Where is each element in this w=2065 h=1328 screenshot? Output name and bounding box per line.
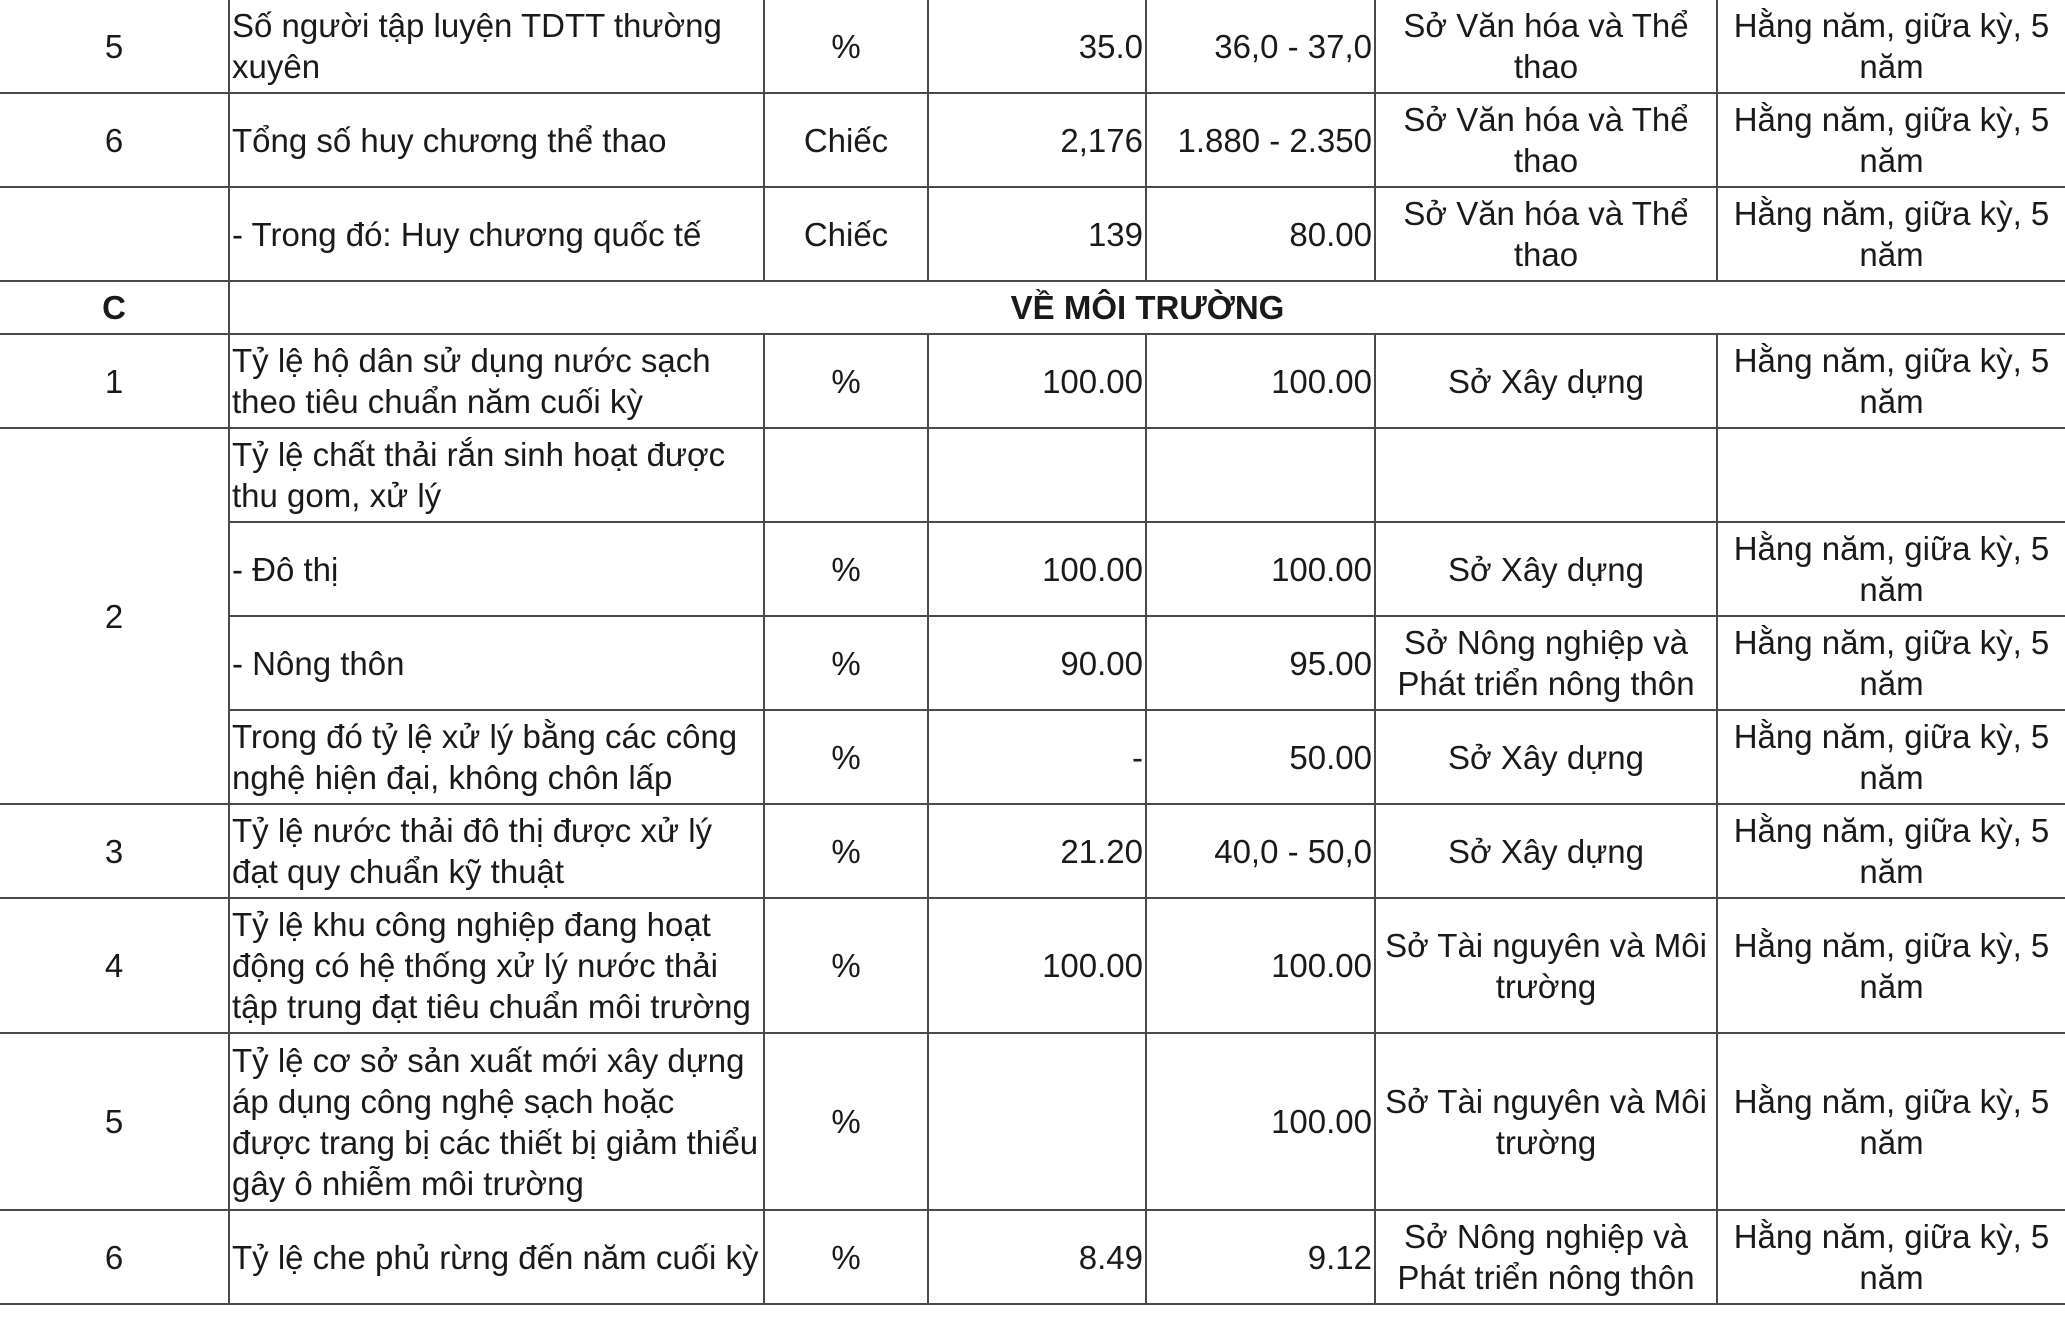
target-value: 100.00 — [1146, 334, 1375, 428]
table-row — [0, 428, 2065, 522]
target-value: 9.12 — [1146, 1210, 1375, 1304]
unit-cell: % — [764, 804, 928, 898]
table-row — [0, 616, 2065, 710]
row-number: 6 — [0, 93, 229, 187]
current-value: - — [928, 710, 1146, 804]
agency-cell: Sở Xây dựng — [1375, 710, 1717, 804]
table-row — [0, 0, 2065, 93]
table-row — [0, 93, 2065, 187]
current-value: 139 — [928, 187, 1146, 281]
period-cell: Hằng năm, giữa kỳ, 5 năm — [1717, 804, 2065, 898]
unit-cell — [764, 428, 928, 522]
current-value: 90.00 — [928, 616, 1146, 710]
target-value: 100.00 — [1146, 522, 1375, 616]
target-value: 95.00 — [1146, 616, 1375, 710]
agency-cell: Sở Xây dựng — [1375, 522, 1717, 616]
period-cell — [1717, 428, 2065, 522]
unit-cell: Chiếc — [764, 187, 928, 281]
indicator-name: Tỷ lệ nước thải đô thị được xử lý đạt quy chuẩn kỹ thuật — [229, 804, 764, 898]
target-value: 100.00 — [1146, 1033, 1375, 1210]
agency-cell: Sở Nông nghiệp và Phát triển nông thôn — [1375, 616, 1717, 710]
row-number: 5 — [0, 1033, 229, 1210]
target-value: 40,0 - 50,0 — [1146, 804, 1375, 898]
target-value — [1146, 428, 1375, 522]
row-number — [0, 187, 229, 281]
row-number: 4 — [0, 898, 229, 1033]
indicator-name: - Đô thị — [229, 522, 764, 616]
period-cell: Hằng năm, giữa kỳ, 5 năm — [1717, 1210, 2065, 1304]
agency-cell: Sở Văn hóa và Thể thao — [1375, 0, 1717, 93]
agency-cell: Sở Xây dựng — [1375, 334, 1717, 428]
indicator-name: Tổng số huy chương thể thao — [229, 93, 764, 187]
target-value: 36,0 - 37,0 — [1146, 0, 1375, 93]
indicator-name: Tỷ lệ cơ sở sản xuất mới xây dựng áp dụng công nghệ sạch hoặc được trang bị các thiết bị giảm thiểu gây ô nhiễm môi trường — [229, 1033, 764, 1210]
indicator-name: Tỷ lệ chất thải rắn sinh hoạt được thu gom, xử lý — [229, 428, 764, 522]
current-value: 100.00 — [928, 334, 1146, 428]
current-value: 100.00 — [928, 898, 1146, 1033]
table-row — [0, 522, 2065, 616]
table-row — [0, 334, 2065, 428]
unit-cell: Chiếc — [764, 93, 928, 187]
indicator-name: Trong đó tỷ lệ xử lý bằng các công nghệ hiện đại, không chôn lấp — [229, 710, 764, 804]
agency-cell — [1375, 428, 1717, 522]
current-value: 21.20 — [928, 804, 1146, 898]
indicator-name: Tỷ lệ hộ dân sử dụng nước sạch theo tiêu chuẩn năm cuối kỳ — [229, 334, 764, 428]
current-value: 100.00 — [928, 522, 1146, 616]
unit-cell: % — [764, 1033, 928, 1210]
agency-cell: Sở Tài nguyên và Môi trường — [1375, 1033, 1717, 1210]
table-row — [0, 710, 2065, 804]
current-value: 35.0 — [928, 0, 1146, 93]
unit-cell: % — [764, 898, 928, 1033]
unit-cell: % — [764, 1210, 928, 1304]
period-cell: Hằng năm, giữa kỳ, 5 năm — [1717, 0, 2065, 93]
agency-cell: Sở Tài nguyên và Môi trường — [1375, 898, 1717, 1033]
section-header-row — [0, 281, 2065, 334]
indicator-name: - Trong đó: Huy chương quốc tế — [229, 187, 764, 281]
period-cell: Hằng năm, giữa kỳ, 5 năm — [1717, 710, 2065, 804]
row-number: 3 — [0, 804, 229, 898]
current-value: 8.49 — [928, 1210, 1146, 1304]
period-cell: Hằng năm, giữa kỳ, 5 năm — [1717, 334, 2065, 428]
period-cell: Hằng năm, giữa kỳ, 5 năm — [1717, 616, 2065, 710]
unit-cell: % — [764, 710, 928, 804]
current-value — [928, 428, 1146, 522]
indicator-name: - Nông thôn — [229, 616, 764, 710]
table-row — [0, 187, 2065, 281]
agency-cell: Sở Nông nghiệp và Phát triển nông thôn — [1375, 1210, 1717, 1304]
section-code: C — [0, 281, 229, 334]
row-number: 2 — [0, 428, 229, 804]
period-cell: Hằng năm, giữa kỳ, 5 năm — [1717, 1033, 2065, 1210]
period-cell: Hằng năm, giữa kỳ, 5 năm — [1717, 898, 2065, 1033]
indicator-name: Số người tập luyện TDTT thường xuyên — [229, 0, 764, 93]
agency-cell: Sở Văn hóa và Thể thao — [1375, 93, 1717, 187]
section-title: VỀ MÔI TRƯỜNG — [229, 281, 2065, 334]
agency-cell: Sở Xây dựng — [1375, 804, 1717, 898]
target-value: 50.00 — [1146, 710, 1375, 804]
current-value — [928, 1033, 1146, 1210]
target-value: 100.00 — [1146, 898, 1375, 1033]
unit-cell: % — [764, 522, 928, 616]
row-number: 6 — [0, 1210, 229, 1304]
row-number: 1 — [0, 334, 229, 428]
indicator-name: Tỷ lệ che phủ rừng đến năm cuối kỳ — [229, 1210, 764, 1304]
table-row — [0, 804, 2065, 898]
unit-cell: % — [764, 0, 928, 93]
period-cell: Hằng năm, giữa kỳ, 5 năm — [1717, 187, 2065, 281]
period-cell: Hằng năm, giữa kỳ, 5 năm — [1717, 93, 2065, 187]
row-number: 5 — [0, 0, 229, 93]
current-value: 2,176 — [928, 93, 1146, 187]
target-value: 1.880 - 2.350 — [1146, 93, 1375, 187]
period-cell: Hằng năm, giữa kỳ, 5 năm — [1717, 522, 2065, 616]
table-row — [0, 898, 2065, 1033]
table-row — [0, 1033, 2065, 1210]
unit-cell: % — [764, 334, 928, 428]
indicator-name: Tỷ lệ khu công nghiệp đang hoạt động có hệ thống xử lý nước thải tập trung đạt tiêu chuẩn môi trường — [229, 898, 764, 1033]
table-row — [0, 1210, 2065, 1304]
agency-cell: Sở Văn hóa và Thể thao — [1375, 187, 1717, 281]
unit-cell: % — [764, 616, 928, 710]
target-value: 80.00 — [1146, 187, 1375, 281]
